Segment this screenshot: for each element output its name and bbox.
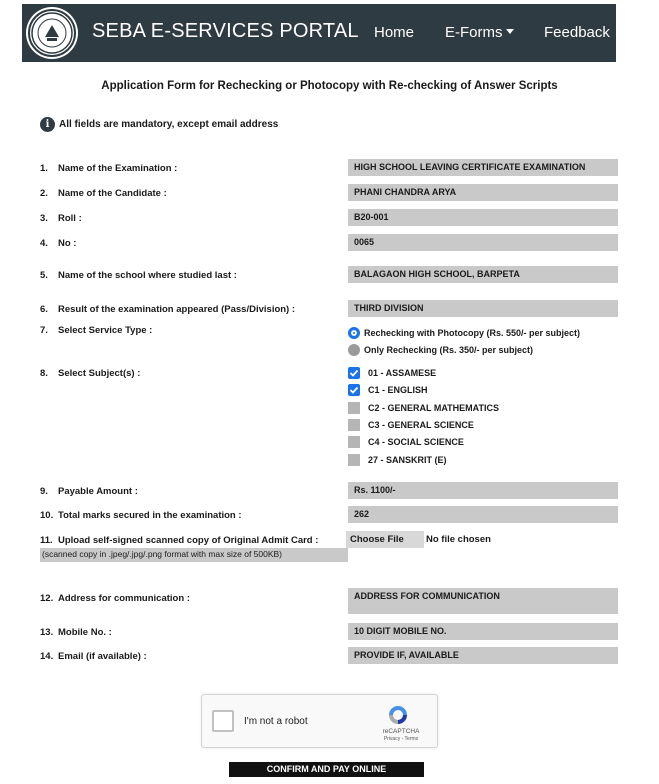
caret-down-icon: [506, 29, 514, 34]
mandatory-note-text: All fields are mandatory, except email address: [59, 119, 279, 130]
subject-sanskrit[interactable]: 27 - SANSKRIT (E): [348, 454, 447, 466]
school-label: 5. Name of the school where studied last :: [40, 270, 237, 281]
checkbox-unchecked-icon[interactable]: [348, 436, 360, 448]
checkbox-unchecked-icon[interactable]: [348, 454, 360, 466]
checkbox-unchecked-icon[interactable]: [348, 402, 360, 414]
checkbox-unchecked-icon[interactable]: [348, 419, 360, 431]
seba-logo-icon[interactable]: [28, 9, 76, 57]
mandatory-note: [40, 117, 278, 132]
roll-label: 3. Roll :: [40, 213, 82, 224]
nav-eforms[interactable]: [445, 24, 514, 41]
recaptcha-logo-icon: [386, 703, 410, 727]
checkbox-checked-icon[interactable]: [348, 384, 360, 396]
exam-name-field[interactable]: HIGH SCHOOL LEAVING CERTIFICATE EXAMINATION: [348, 159, 618, 176]
service-option-photocopy[interactable]: Rechecking with Photocopy (Rs. 550/- per subject): [348, 327, 580, 339]
info-icon: i: [40, 117, 55, 132]
roll-field[interactable]: B20-001: [348, 209, 618, 226]
result-field[interactable]: THIRD DIVISION: [348, 300, 618, 317]
subject-general-mathematics[interactable]: C2 - GENERAL MATHEMATICS: [348, 402, 499, 414]
nav-feedback[interactable]: Feedback: [544, 24, 610, 41]
navbar: [22, 4, 616, 62]
subject-english[interactable]: C1 - ENGLISH: [348, 384, 428, 396]
upload-note: (scanned copy in .jpeg/.jpg/.png format with max size of 500KB): [40, 548, 348, 562]
subject-general-science[interactable]: C3 - GENERAL SCIENCE: [348, 419, 474, 431]
result-label: 6. Result of the examination appeared (Pass/Division) :: [40, 304, 296, 315]
payable-label: 9. Payable Amount :: [40, 486, 138, 497]
subject-assamese[interactable]: 01 - ASSAMESE: [348, 367, 436, 379]
recaptcha-privacy-terms[interactable]: Privacy - Terms: [383, 736, 419, 742]
nav-eforms-label: E-Forms: [445, 24, 503, 41]
exam-name-label: 1. Name of the Examination :: [40, 163, 178, 174]
service-type-label: 7. Select Service Type :: [40, 325, 153, 336]
email-label: 14. Email (if available) :: [40, 651, 147, 662]
file-status: No file chosen: [426, 534, 491, 545]
brand-title[interactable]: SEBA E-SERVICES PORTAL: [92, 20, 359, 42]
marks-label: 10. Total marks secured in the examination :: [40, 510, 242, 521]
nav-home[interactable]: Home: [374, 24, 415, 41]
choose-file-button[interactable]: Choose File: [346, 531, 424, 548]
no-field[interactable]: 0065: [348, 234, 618, 251]
recaptcha-brand: reCAPTCHA: [382, 728, 420, 735]
email-field[interactable]: PROVIDE IF, AVAILABLE: [348, 647, 618, 664]
address-field[interactable]: ADDRESS FOR COMMUNICATION: [348, 588, 618, 614]
no-label: 4. No :: [40, 238, 77, 249]
form-title: Application Form for Rechecking or Photocopy with Re-checking of Answer Scripts: [101, 80, 558, 92]
mobile-field[interactable]: 10 DIGIT MOBILE NO.: [348, 623, 618, 640]
marks-field[interactable]: 262: [348, 506, 618, 523]
payable-field[interactable]: Rs. 1100/-: [348, 482, 618, 499]
mobile-label: 13. Mobile No. :: [40, 627, 112, 638]
radio-selected-icon[interactable]: [348, 327, 360, 339]
school-field[interactable]: BALAGAON HIGH SCHOOL, BARPETA: [348, 266, 618, 283]
recaptcha-widget: [201, 694, 438, 748]
service-option-rechecking[interactable]: Only Rechecking (Rs. 350/- per subject): [348, 344, 533, 356]
candidate-name-label: 2. Name of the Candidate :: [40, 188, 167, 199]
recaptcha-label: I'm not a robot: [244, 716, 308, 727]
checkbox-checked-icon[interactable]: [348, 367, 360, 379]
radio-unselected-icon[interactable]: [348, 344, 360, 356]
recaptcha-checkbox[interactable]: [212, 710, 234, 732]
upload-label: 11. Upload self-signed scanned copy of Original Admit Card :: [40, 535, 319, 546]
subjects-label: 8. Select Subject(s) :: [40, 368, 141, 379]
candidate-name-field[interactable]: PHANI CHANDRA ARYA: [348, 184, 618, 201]
confirm-pay-button[interactable]: CONFIRM AND PAY ONLINE: [229, 762, 424, 777]
address-label: 12. Address for communication :: [40, 593, 190, 604]
subject-social-science[interactable]: C4 - SOCIAL SCIENCE: [348, 436, 464, 448]
